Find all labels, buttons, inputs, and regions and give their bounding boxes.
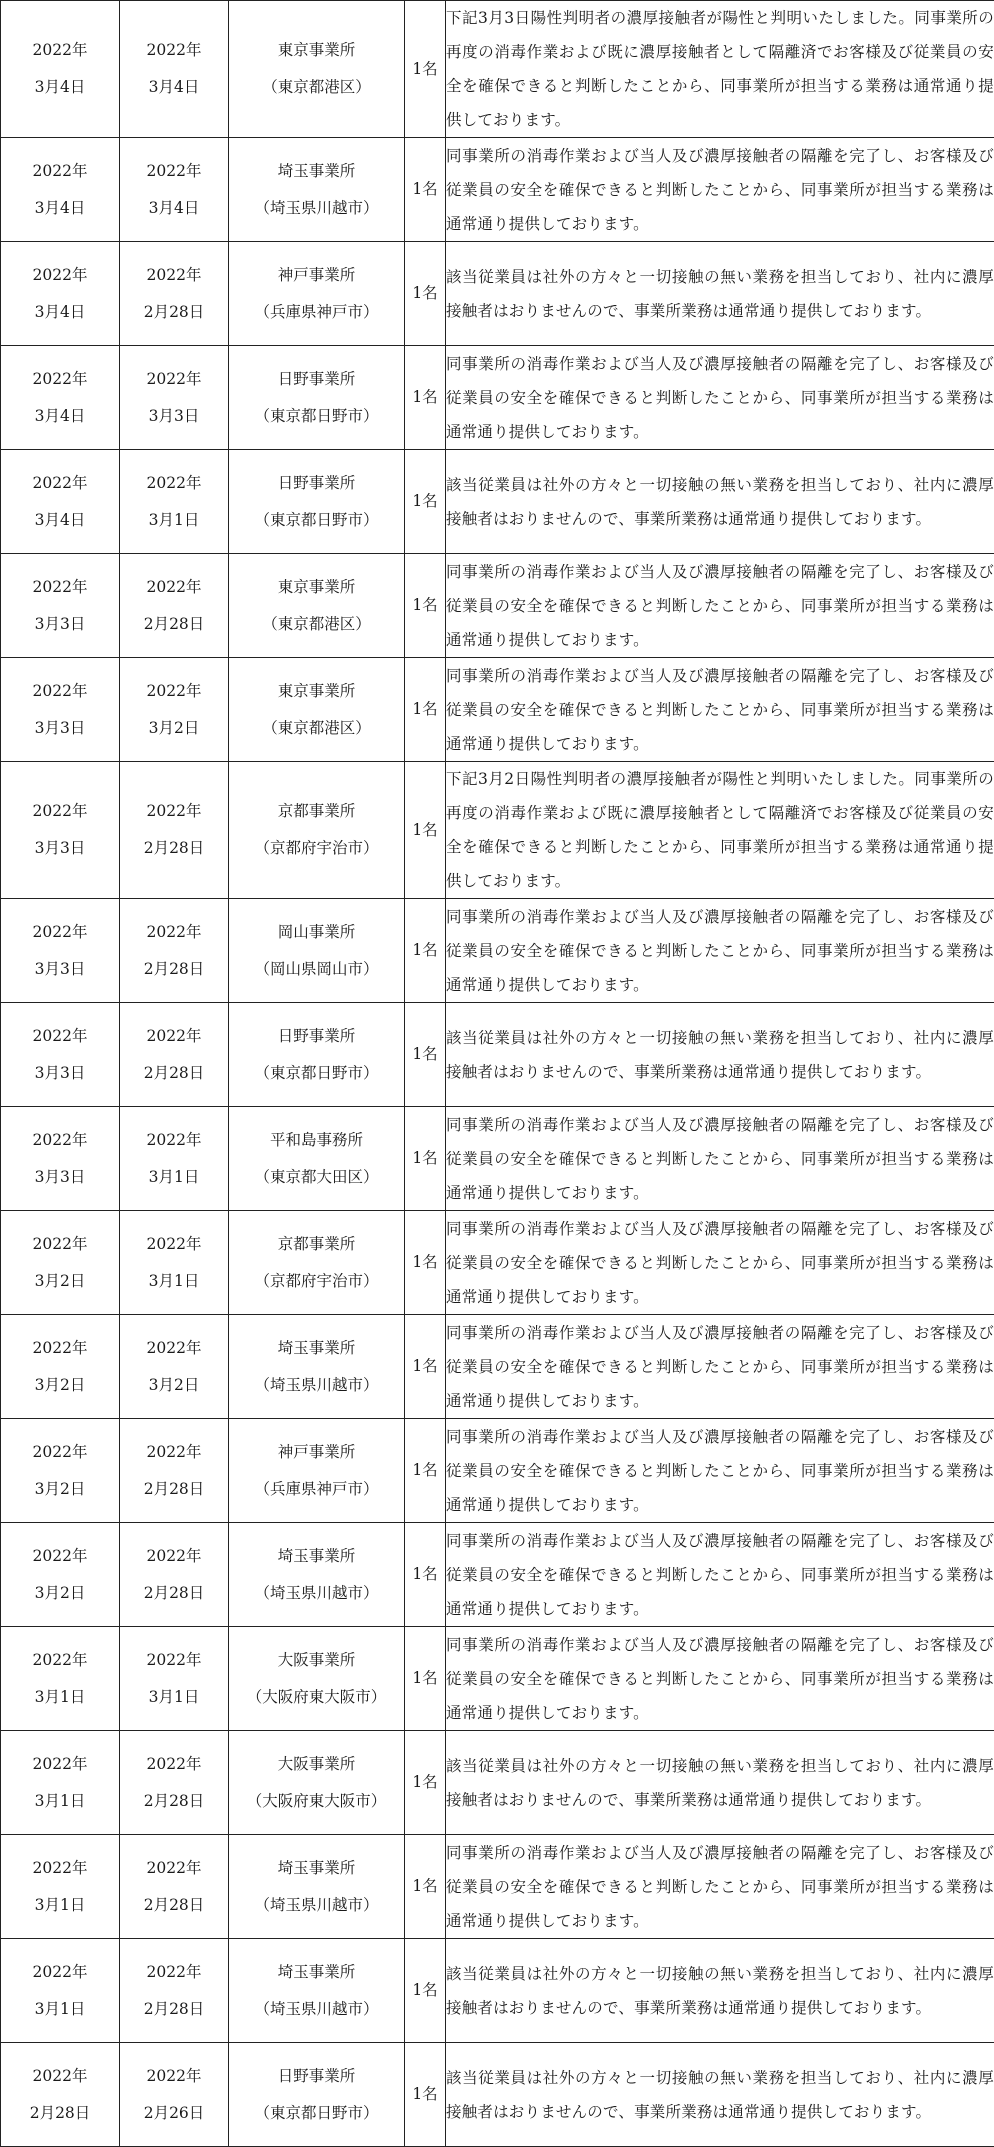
announce-date-cell-line: 3月2日 (1, 1367, 119, 1404)
announce-date-cell (1, 1211, 120, 1315)
table-row (1, 138, 994, 242)
office-cell-line: （大阪府東大阪市） (229, 1679, 404, 1716)
confirm-date-cell-line: 2月28日 (120, 830, 228, 867)
confirm-date-cell (120, 1315, 229, 1419)
table-row (1, 1939, 994, 2043)
count-cell (405, 1003, 446, 1107)
note-text: 同事業所の消毒作業および当人及び濃厚接触者の隔離を完了し、お客様及び従業員の安全を確保できると判断したことから、同事業所が担当する業務は通常通り提供しております。 (446, 563, 994, 649)
announce-date-cell-line: 3月1日 (1, 1991, 119, 2028)
office-cell-line: 神戸事業所 (229, 1434, 404, 1471)
office-cell-line: 大阪事業所 (229, 1746, 404, 1783)
office-cell-line: （東京都日野市） (229, 502, 404, 539)
count-value: 1名 (412, 1773, 437, 1791)
confirm-date-cell (120, 450, 229, 554)
office-cell-line: （兵庫県神戸市） (229, 1471, 404, 1508)
announce-date-cell-line: 2022年 (1, 1538, 119, 1575)
confirm-date-cell (120, 1627, 229, 1731)
office-cell-line: （埼玉県川越市） (229, 1887, 404, 1924)
table-row (1, 554, 994, 658)
office-cell-line: 平和島事務所 (229, 1122, 404, 1159)
office-cell-line: （東京都大田区） (229, 1159, 404, 1196)
note-cell (446, 450, 994, 554)
confirm-date-cell (120, 1419, 229, 1523)
announce-date-cell-line: 3月4日 (1, 190, 119, 227)
note-cell (446, 1939, 994, 2043)
confirm-date-cell-line: 2月28日 (120, 1991, 228, 2028)
confirm-date-cell-line: 2022年 (120, 1954, 228, 1991)
announce-date-cell (1, 1731, 120, 1835)
confirm-date-cell-line: 3月2日 (120, 1367, 228, 1404)
confirm-date-cell-line: 3月2日 (120, 710, 228, 747)
count-value: 1名 (412, 1669, 437, 1687)
announce-date-cell-line: 2022年 (1, 569, 119, 606)
announce-date-cell-line: 3月2日 (1, 1263, 119, 1300)
count-value: 1名 (412, 1253, 437, 1271)
confirm-date-cell (120, 1107, 229, 1211)
table-row (1, 1523, 994, 1627)
office-cell-line: （東京都日野市） (229, 398, 404, 435)
announce-date-cell-line: 2022年 (1, 361, 119, 398)
announce-date-cell-line: 3月3日 (1, 830, 119, 867)
confirm-date-cell-line: 2022年 (120, 1642, 228, 1679)
announce-date-cell-line: 3月3日 (1, 1159, 119, 1196)
announce-date-cell (1, 1627, 120, 1731)
note-cell (446, 1731, 994, 1835)
office-cell-line: 埼玉事業所 (229, 1330, 404, 1367)
note-text: 同事業所の消毒作業および当人及び濃厚接触者の隔離を完了し、お客様及び従業員の安全を確保できると判断したことから、同事業所が担当する業務は通常通り提供しております。 (446, 1324, 994, 1410)
table-row (1, 450, 994, 554)
note-cell (446, 658, 994, 762)
office-cell (229, 1003, 405, 1107)
count-cell (405, 1731, 446, 1835)
office-cell-line: 神戸事業所 (229, 257, 404, 294)
confirm-date-cell-line: 2月28日 (120, 294, 228, 331)
count-value: 1名 (412, 1045, 437, 1063)
office-cell-line: 埼玉事業所 (229, 1850, 404, 1887)
count-value: 1名 (412, 1565, 437, 1583)
confirm-date-cell-line: 2022年 (120, 914, 228, 951)
announce-date-cell-line: 2022年 (1, 1330, 119, 1367)
confirm-date-cell-line: 2022年 (120, 2058, 228, 2095)
office-cell-line: （東京都港区） (229, 69, 404, 106)
announce-date-cell (1, 1939, 120, 2043)
announce-date-cell-line: 3月3日 (1, 710, 119, 747)
announce-date-cell-line: 2022年 (1, 1018, 119, 1055)
confirm-date-cell-line: 2022年 (120, 361, 228, 398)
office-cell-line: 埼玉事業所 (229, 1538, 404, 1575)
note-text: 該当従業員は社外の方々と一切接触の無い業務を担当しており、社内に濃厚接触者はおりませんので、事業所業務は通常通り提供しております。 (446, 1029, 994, 1081)
office-cell-line: （埼玉県川越市） (229, 1991, 404, 2028)
confirm-date-cell-line: 2022年 (120, 1122, 228, 1159)
note-text: 下記3月3日陽性判明者の濃厚接触者が陽性と判明いたしました。同事業所の再度の消毒作業および既に濃厚接触者として隔離済でお客様及び従業員の安全を確保できると判断したことから、同事業所が担当する業務は通常通り提供しております。 (446, 9, 994, 129)
office-cell (229, 1, 405, 138)
office-cell (229, 554, 405, 658)
confirm-date-cell-line: 2月28日 (120, 1471, 228, 1508)
office-cell-line: （埼玉県川越市） (229, 190, 404, 227)
confirm-date-cell (120, 1211, 229, 1315)
table-row (1, 1, 994, 138)
note-cell (446, 1211, 994, 1315)
office-cell (229, 1107, 405, 1211)
confirm-date-cell (120, 1003, 229, 1107)
announce-date-cell (1, 1419, 120, 1523)
office-cell-line: 日野事業所 (229, 1018, 404, 1055)
office-cell-line: （東京都港区） (229, 710, 404, 747)
report-table-body (1, 1, 994, 2147)
count-cell (405, 1939, 446, 2043)
table-row (1, 1211, 994, 1315)
confirm-date-cell-line: 2月26日 (120, 2095, 228, 2132)
office-cell-line: （京都府宇治市） (229, 1263, 404, 1300)
count-value: 1名 (412, 821, 437, 839)
announce-date-cell-line: 3月4日 (1, 294, 119, 331)
confirm-date-cell-line: 3月1日 (120, 1263, 228, 1300)
confirm-date-cell-line: 3月4日 (120, 190, 228, 227)
office-cell-line: （東京都日野市） (229, 2095, 404, 2132)
note-text: 該当従業員は社外の方々と一切接触の無い業務を担当しており、社内に濃厚接触者はおりませんので、事業所業務は通常通り提供しております。 (446, 2069, 994, 2121)
note-text: 該当従業員は社外の方々と一切接触の無い業務を担当しており、社内に濃厚接触者はおりませんので、事業所業務は通常通り提供しております。 (446, 476, 994, 528)
count-value: 1名 (412, 284, 437, 302)
office-cell-line: （兵庫県神戸市） (229, 294, 404, 331)
announce-date-cell (1, 138, 120, 242)
announce-date-cell-line: 2022年 (1, 1850, 119, 1887)
office-cell-line: 日野事業所 (229, 2058, 404, 2095)
office-cell-line: 埼玉事業所 (229, 153, 404, 190)
count-cell (405, 1107, 446, 1211)
count-value: 1名 (412, 596, 437, 614)
confirm-date-cell-line: 2月28日 (120, 1783, 228, 1820)
announce-date-cell (1, 1, 120, 138)
announce-date-cell-line: 2022年 (1, 1434, 119, 1471)
note-cell (446, 1315, 994, 1419)
announce-date-cell-line: 2022年 (1, 673, 119, 710)
confirm-date-cell-line: 2022年 (120, 1538, 228, 1575)
confirm-date-cell (120, 242, 229, 346)
office-cell (229, 138, 405, 242)
table-row (1, 346, 994, 450)
office-cell (229, 1731, 405, 1835)
office-cell (229, 346, 405, 450)
count-cell (405, 1835, 446, 1939)
office-cell (229, 450, 405, 554)
count-cell (405, 1627, 446, 1731)
count-cell (405, 138, 446, 242)
confirm-date-cell-line: 3月3日 (120, 398, 228, 435)
note-text: 該当従業員は社外の方々と一切接触の無い業務を担当しており、社内に濃厚接触者はおりませんので、事業所業務は通常通り提供しております。 (446, 268, 994, 320)
confirm-date-cell-line: 2月28日 (120, 1887, 228, 1924)
note-cell (446, 762, 994, 899)
announce-date-cell-line: 3月3日 (1, 606, 119, 643)
confirm-date-cell-line: 2月28日 (120, 1575, 228, 1612)
office-cell (229, 899, 405, 1003)
count-cell (405, 242, 446, 346)
confirm-date-cell-line: 2月28日 (120, 606, 228, 643)
office-cell (229, 1835, 405, 1939)
table-row (1, 2043, 994, 2147)
count-cell (405, 2043, 446, 2147)
note-text: 同事業所の消毒作業および当人及び濃厚接触者の隔離を完了し、お客様及び従業員の安全を確保できると判断したことから、同事業所が担当する業務は通常通り提供しております。 (446, 1428, 994, 1514)
note-text: 該当従業員は社外の方々と一切接触の無い業務を担当しており、社内に濃厚接触者はおりませんので、事業所業務は通常通り提供しております。 (446, 1965, 994, 2017)
count-value: 1名 (412, 388, 437, 406)
table-row (1, 1003, 994, 1107)
note-text: 該当従業員は社外の方々と一切接触の無い業務を担当しており、社内に濃厚接触者はおりませんので、事業所業務は通常通り提供しております。 (446, 1757, 994, 1809)
confirm-date-cell-line: 2022年 (120, 1850, 228, 1887)
count-cell (405, 1523, 446, 1627)
announce-date-cell-line: 2022年 (1, 1954, 119, 1991)
confirm-date-cell (120, 658, 229, 762)
note-cell (446, 1107, 994, 1211)
office-cell-line: （埼玉県川越市） (229, 1367, 404, 1404)
office-cell-line: 東京事業所 (229, 32, 404, 69)
count-cell (405, 450, 446, 554)
office-cell-line: （東京都日野市） (229, 1055, 404, 1092)
office-cell (229, 242, 405, 346)
office-cell (229, 762, 405, 899)
office-cell-line: （東京都港区） (229, 606, 404, 643)
note-text: 同事業所の消毒作業および当人及び濃厚接触者の隔離を完了し、お客様及び従業員の安全を確保できると判断したことから、同事業所が担当する業務は通常通り提供しております。 (446, 355, 994, 441)
office-cell-line: （京都府宇治市） (229, 830, 404, 867)
confirm-date-cell-line: 2022年 (120, 1330, 228, 1367)
note-cell (446, 899, 994, 1003)
confirm-date-cell-line: 2022年 (120, 569, 228, 606)
table-row (1, 1835, 994, 1939)
count-cell (405, 1315, 446, 1419)
announce-date-cell-line: 3月2日 (1, 1471, 119, 1508)
table-row (1, 1107, 994, 1211)
announce-date-cell (1, 762, 120, 899)
confirm-date-cell-line: 3月1日 (120, 1159, 228, 1196)
announce-date-cell (1, 346, 120, 450)
announce-date-cell-line: 3月3日 (1, 951, 119, 988)
announce-date-cell-line: 2月28日 (1, 2095, 119, 2132)
announce-date-cell-line: 2022年 (1, 153, 119, 190)
note-cell (446, 554, 994, 658)
office-cell (229, 1939, 405, 2043)
announce-date-cell-line: 3月1日 (1, 1887, 119, 1924)
count-value: 1名 (412, 1149, 437, 1167)
announce-date-cell (1, 554, 120, 658)
announce-date-cell-line: 2022年 (1, 1226, 119, 1263)
office-cell-line: 日野事業所 (229, 361, 404, 398)
count-value: 1名 (412, 1877, 437, 1895)
office-cell (229, 1315, 405, 1419)
confirm-date-cell-line: 2月28日 (120, 951, 228, 988)
count-value: 1名 (412, 60, 437, 78)
table-row (1, 1419, 994, 1523)
announce-date-cell-line: 2022年 (1, 32, 119, 69)
note-text: 同事業所の消毒作業および当人及び濃厚接触者の隔離を完了し、お客様及び従業員の安全を確保できると判断したことから、同事業所が担当する業務は通常通り提供しております。 (446, 1220, 994, 1306)
confirm-date-cell-line: 2022年 (120, 673, 228, 710)
announce-date-cell-line: 2022年 (1, 1642, 119, 1679)
count-value: 1名 (412, 700, 437, 718)
note-text: 下記3月2日陽性判明者の濃厚接触者が陽性と判明いたしました。同事業所の再度の消毒作業および既に濃厚接触者として隔離済でお客様及び従業員の安全を確保できると判断したことから、同事業所が担当する業務は通常通り提供しております。 (446, 770, 994, 890)
note-text: 同事業所の消毒作業および当人及び濃厚接触者の隔離を完了し、お客様及び従業員の安全を確保できると判断したことから、同事業所が担当する業務は通常通り提供しております。 (446, 1116, 994, 1202)
table-row (1, 658, 994, 762)
confirm-date-cell-line: 2022年 (120, 793, 228, 830)
confirm-date-cell-line: 2022年 (120, 32, 228, 69)
announce-date-cell-line: 2022年 (1, 1746, 119, 1783)
office-cell-line: 埼玉事業所 (229, 1954, 404, 1991)
count-value: 1名 (412, 941, 437, 959)
announce-date-cell-line: 3月4日 (1, 502, 119, 539)
office-cell (229, 1523, 405, 1627)
count-cell (405, 658, 446, 762)
announce-date-cell-line: 2022年 (1, 914, 119, 951)
office-cell (229, 2043, 405, 2147)
announce-date-cell (1, 1003, 120, 1107)
office-cell-line: 大阪事業所 (229, 1642, 404, 1679)
office-cell (229, 1211, 405, 1315)
office-cell-line: （岡山県岡山市） (229, 951, 404, 988)
announce-date-cell (1, 1315, 120, 1419)
confirm-date-cell-line: 2022年 (120, 1018, 228, 1055)
office-cell-line: 日野事業所 (229, 465, 404, 502)
count-cell (405, 1211, 446, 1315)
table-row (1, 762, 994, 899)
note-cell (446, 1, 994, 138)
confirm-date-cell-line: 2022年 (120, 1746, 228, 1783)
count-cell (405, 554, 446, 658)
confirm-date-cell-line: 2022年 (120, 465, 228, 502)
announce-date-cell-line: 3月1日 (1, 1783, 119, 1820)
announce-date-cell (1, 1835, 120, 1939)
note-text: 同事業所の消毒作業および当人及び濃厚接触者の隔離を完了し、お客様及び従業員の安全を確保できると判断したことから、同事業所が担当する業務は通常通り提供しております。 (446, 1532, 994, 1618)
confirm-date-cell-line: 3月1日 (120, 1679, 228, 1716)
table-row (1, 1315, 994, 1419)
office-cell (229, 1419, 405, 1523)
count-cell (405, 762, 446, 899)
confirm-date-cell (120, 346, 229, 450)
table-row (1, 899, 994, 1003)
announce-date-cell-line: 3月1日 (1, 1679, 119, 1716)
note-cell (446, 1419, 994, 1523)
announce-date-cell (1, 1523, 120, 1627)
announce-date-cell-line: 2022年 (1, 793, 119, 830)
confirm-date-cell (120, 1939, 229, 2043)
confirm-date-cell (120, 1835, 229, 1939)
table-row (1, 1731, 994, 1835)
office-cell-line: 京都事業所 (229, 1226, 404, 1263)
announce-date-cell-line: 2022年 (1, 465, 119, 502)
announce-date-cell (1, 899, 120, 1003)
count-value: 1名 (412, 1981, 437, 1999)
note-text: 同事業所の消毒作業および当人及び濃厚接触者の隔離を完了し、お客様及び従業員の安全を確保できると判断したことから、同事業所が担当する業務は通常通り提供しております。 (446, 147, 994, 233)
note-text: 同事業所の消毒作業および当人及び濃厚接触者の隔離を完了し、お客様及び従業員の安全を確保できると判断したことから、同事業所が担当する業務は通常通り提供しております。 (446, 1636, 994, 1722)
count-cell (405, 346, 446, 450)
announce-date-cell-line: 3月3日 (1, 1055, 119, 1092)
announce-date-cell-line: 3月2日 (1, 1575, 119, 1612)
announce-date-cell (1, 450, 120, 554)
note-cell (446, 242, 994, 346)
count-cell (405, 1, 446, 138)
office-cell-line: 京都事業所 (229, 793, 404, 830)
announce-date-cell (1, 242, 120, 346)
announce-date-cell (1, 2043, 120, 2147)
announce-date-cell (1, 658, 120, 762)
count-cell (405, 1419, 446, 1523)
confirm-date-cell (120, 2043, 229, 2147)
confirm-date-cell (120, 554, 229, 658)
office-cell-line: 東京事業所 (229, 673, 404, 710)
confirm-date-cell (120, 899, 229, 1003)
note-cell (446, 1835, 994, 1939)
office-cell (229, 658, 405, 762)
office-cell-line: 東京事業所 (229, 569, 404, 606)
announce-date-cell-line: 2022年 (1, 2058, 119, 2095)
office-cell-line: （大阪府東大阪市） (229, 1783, 404, 1820)
announce-date-cell-line: 2022年 (1, 1122, 119, 1159)
count-value: 1名 (412, 1357, 437, 1375)
confirm-date-cell (120, 1, 229, 138)
table-row (1, 1627, 994, 1731)
note-text: 同事業所の消毒作業および当人及び濃厚接触者の隔離を完了し、お客様及び従業員の安全を確保できると判断したことから、同事業所が担当する業務は通常通り提供しております。 (446, 667, 994, 753)
table-row (1, 242, 994, 346)
count-cell (405, 899, 446, 1003)
count-value: 1名 (412, 2085, 437, 2103)
confirm-date-cell-line: 2022年 (120, 153, 228, 190)
confirm-date-cell-line: 3月4日 (120, 69, 228, 106)
note-cell (446, 1523, 994, 1627)
confirm-date-cell (120, 138, 229, 242)
announce-date-cell-line: 3月4日 (1, 398, 119, 435)
announce-date-cell (1, 1107, 120, 1211)
confirm-date-cell (120, 762, 229, 899)
confirm-date-cell (120, 1731, 229, 1835)
office-cell-line: 岡山事業所 (229, 914, 404, 951)
note-cell (446, 1003, 994, 1107)
count-value: 1名 (412, 492, 437, 510)
note-cell (446, 138, 994, 242)
note-text: 同事業所の消毒作業および当人及び濃厚接触者の隔離を完了し、お客様及び従業員の安全を確保できると判断したことから、同事業所が担当する業務は通常通り提供しております。 (446, 908, 994, 994)
count-value: 1名 (412, 1461, 437, 1479)
confirm-date-cell-line: 2022年 (120, 1226, 228, 1263)
confirm-date-cell-line: 2月28日 (120, 1055, 228, 1092)
confirm-date-cell-line: 2022年 (120, 1434, 228, 1471)
confirm-date-cell-line: 2022年 (120, 257, 228, 294)
confirm-date-cell-line: 3月1日 (120, 502, 228, 539)
announce-date-cell-line: 3月4日 (1, 69, 119, 106)
confirm-date-cell (120, 1523, 229, 1627)
announce-date-cell-line: 2022年 (1, 257, 119, 294)
office-cell-line: （埼玉県川越市） (229, 1575, 404, 1612)
note-cell (446, 346, 994, 450)
note-text: 同事業所の消毒作業および当人及び濃厚接触者の隔離を完了し、お客様及び従業員の安全を確保できると判断したことから、同事業所が担当する業務は通常通り提供しております。 (446, 1844, 994, 1930)
count-value: 1名 (412, 180, 437, 198)
note-cell (446, 1627, 994, 1731)
office-cell (229, 1627, 405, 1731)
note-cell (446, 2043, 994, 2147)
